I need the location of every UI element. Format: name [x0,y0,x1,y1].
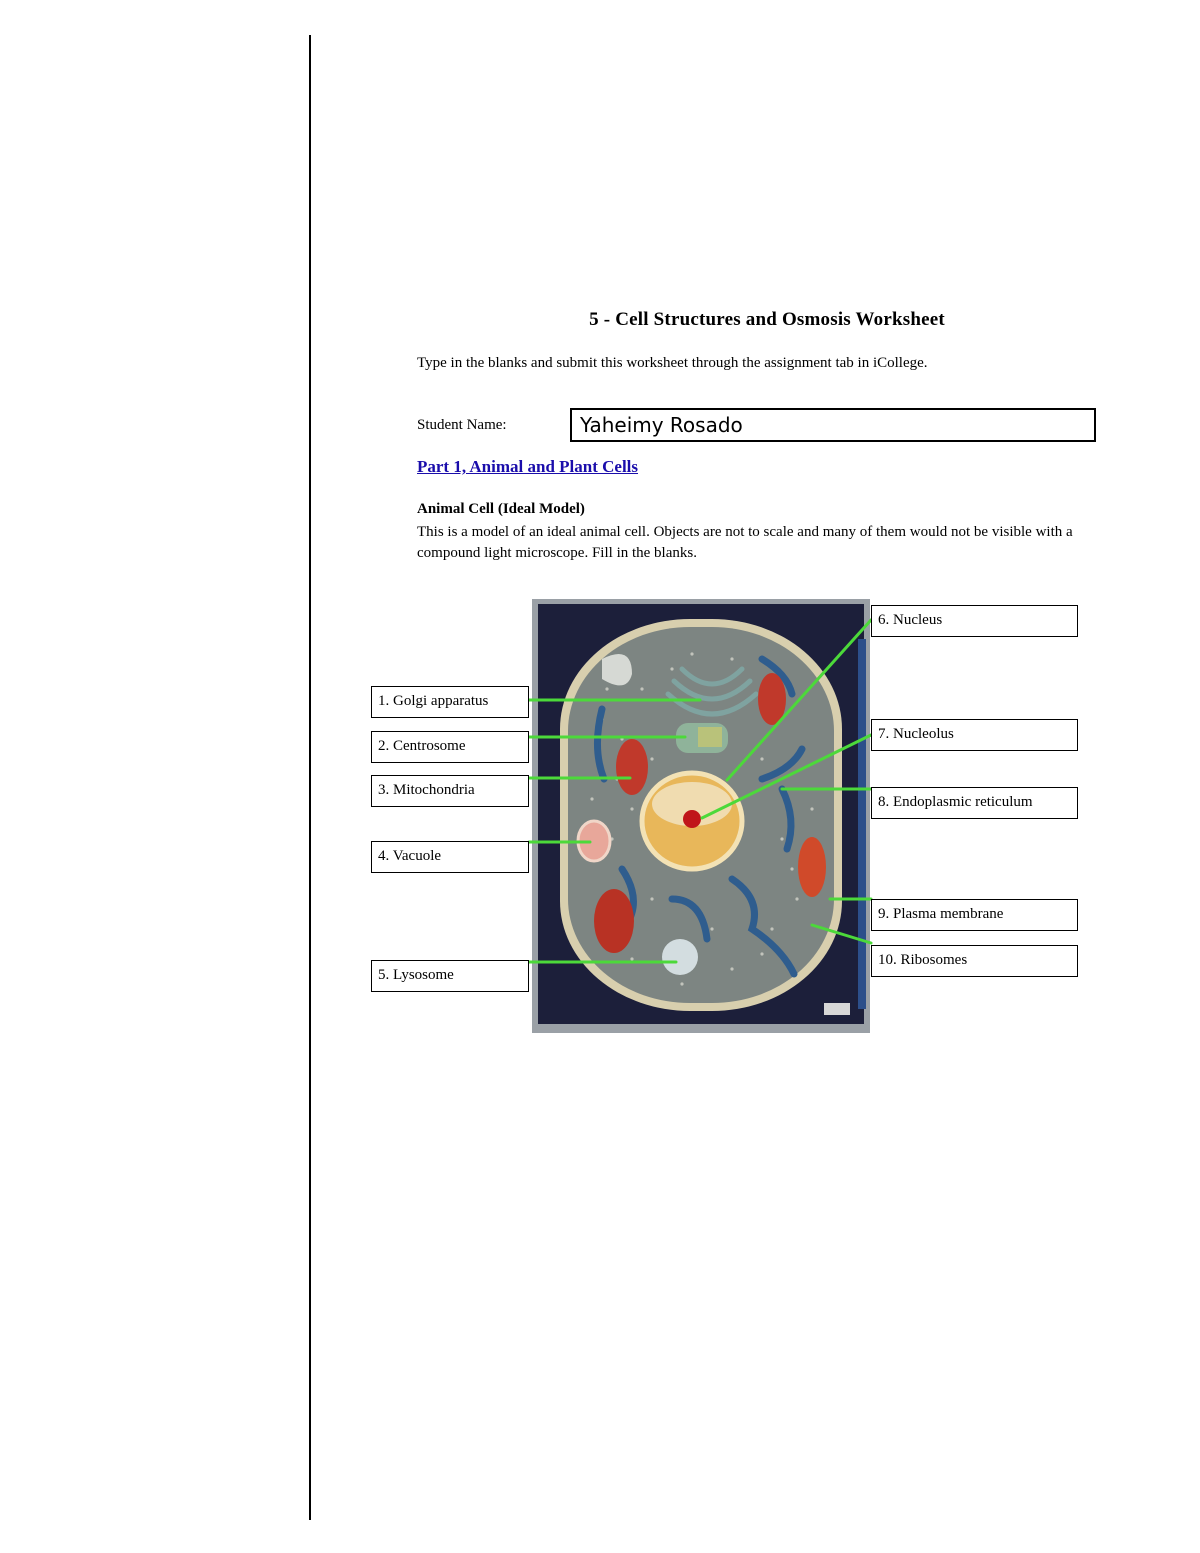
mitochondrion [758,673,786,725]
label-ribosomes[interactable]: 10. Ribosomes [871,945,1078,977]
nucleolus [683,810,701,828]
vesicle [602,654,632,685]
label-golgi-apparatus[interactable]: 1. Golgi apparatus [371,686,529,718]
section-subheading: Animal Cell (Ideal Model) [417,501,585,517]
label-vacuole[interactable]: 4. Vacuole [371,841,529,873]
margin-rule [309,35,311,1520]
label-endoplasmic-reticulum[interactable]: 8. Endoplasmic reticulum [871,787,1078,819]
mitochondrion [798,837,826,897]
instructions-text: Type in the blanks and submit this worksheet through the assignment tab in iCollege. [417,355,928,371]
label-mitochondria[interactable]: 3. Mitochondria [371,775,529,807]
vacuole [578,821,610,861]
worksheet-title: 5 - Cell Structures and Osmosis Worksheet [589,309,945,330]
label-nucleus[interactable]: 6. Nucleus [871,605,1078,637]
animal-cell-model-image [532,599,870,1033]
label-lysosome[interactable]: 5. Lysosome [371,960,529,992]
mitochondrion [594,889,634,953]
student-name-field[interactable] [570,408,1096,442]
lysosome [662,939,698,975]
label-centrosome[interactable]: 2. Centrosome [371,731,529,763]
label-nucleolus[interactable]: 7. Nucleolus [871,719,1078,751]
student-name-label: Student Name: [417,417,507,433]
model-tag [824,1003,850,1015]
label-plasma-membrane[interactable]: 9. Plasma membrane [871,899,1078,931]
mitochondrion [616,739,648,795]
section-description: This is a model of an ideal animal cell. Objects are not to scale and many of them would not be visible with a compound light microscope. Fill in the blanks. [417,524,1073,561]
centriole [698,727,722,747]
part-1-link[interactable]: Part 1, Animal and Plant Cells [417,457,639,476]
model-edge [858,639,866,1009]
